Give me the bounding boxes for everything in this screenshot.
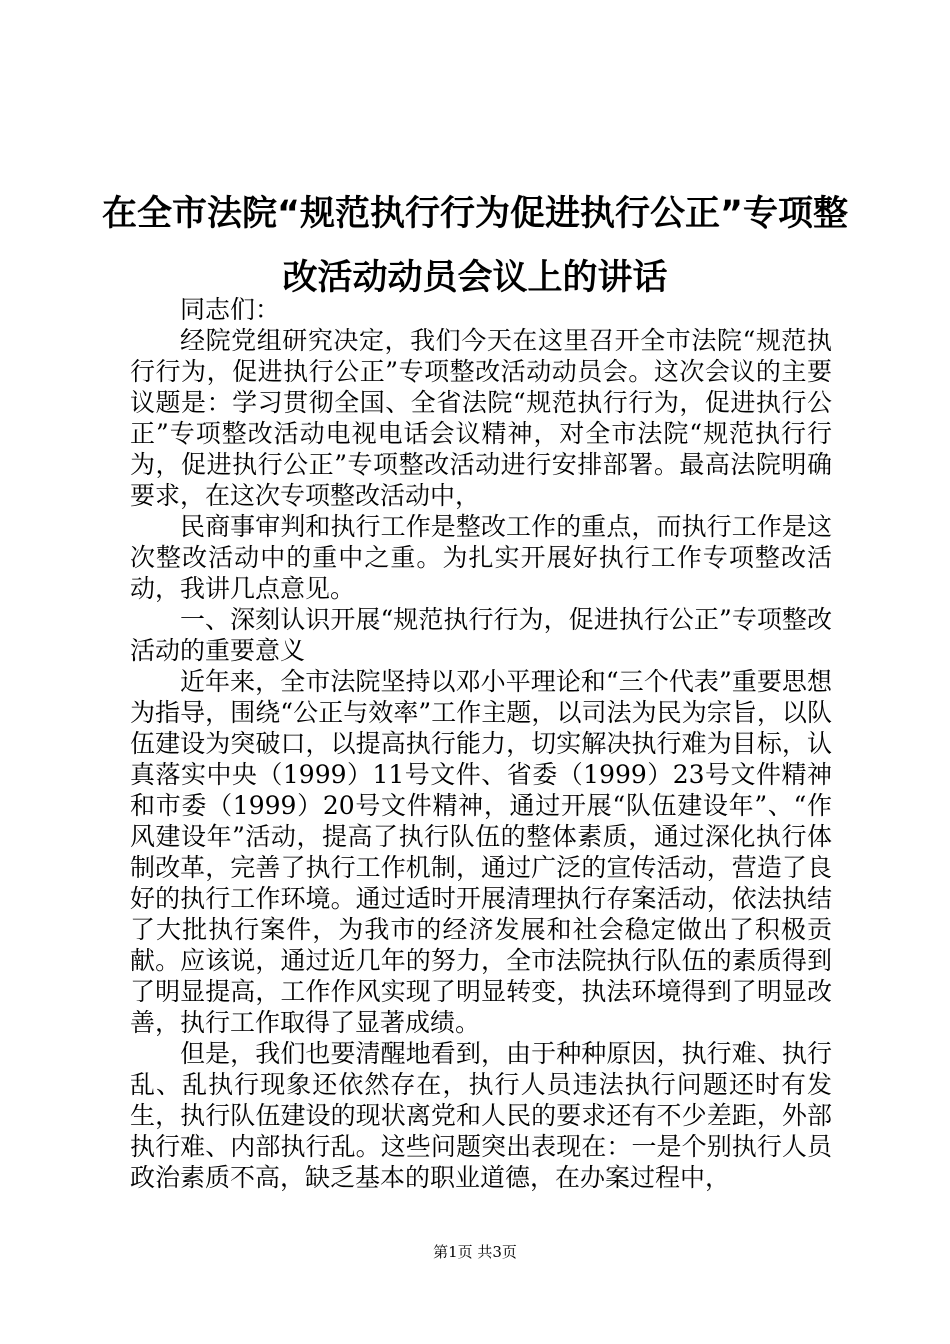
salutation-paragraph: 同志们： (180, 295, 281, 324)
body-paragraph: 民商事审判和执行工作是整改工作的重点，而执行工作是这次整改活动中的重中之重。为扎实开展好执行工作专项整改活动，我讲几点意见。 (130, 512, 832, 603)
body-paragraph: 经院党组研究决定，我们今天在这里召开全市法院“规范执行行为，促进执行公正”专项整改活动动员会。这次会议的主要议题是：学习贯彻全国、全省法院“规范执行行为，促进执行公正”专项整改活动电视电话会议精神，对全市法院“规范执行行为，促进执行公正”专项整改活动进行安排部署。最高法院明确要求，在这次专项整改活动中， (130, 326, 832, 510)
body-paragraph: 近年来，全市法院坚持以邓小平理论和“三个代表”重要思想为指导，围绕“公正与效率”工作主题，以司法为民为宗旨，以队伍建设为突破口，以提高执行能力，切实解决执行难为目标，认真落实中央（1999）11号文件、省委（1999）23号文件精神和市委（1999）20号文件精神，通过开展“队伍建设年”、“作风建设年”活动，提高了执行队伍的整体素质，通过深化执行体制改革，完善了执行工作机制，通过广泛的宣传活动，营造了良好的执行工作环境。通过适时开展清理执行存案活动，依法执结了大批执行案件，为我市的经济发展和社会稳定做出了积极贡献。应该说，通过近几年的努力，全市法院执行队伍的素质得到了明显提高，工作作风实现了明显转变，执法环境得到了明显改善，执行工作取得了显著成绩。 (130, 667, 832, 1037)
page-number-footer: 第1页 共3页 (433, 1243, 517, 1261)
body-paragraph: 但是，我们也要清醒地看到，由于种种原因，执行难、执行乱、乱执行现象还依然存在，执行人员违法执行问题还时有发生，执行队伍建设的现状离党和人民的要求还有不少差距，外部执行难、内部执行乱。这些问题突出表现在：一是个别执行人员政治素质不高，缺乏基本的职业道德，在办案过程中， (130, 1039, 832, 1192)
document-title: 在全市法院“规范执行行为促进执行公正”专项整改活动动员会议上的讲话 (101, 194, 848, 298)
document-body (130, 294, 832, 1193)
section-heading: 一、深刻认识开展“规范执行行为，促进执行公正”专项整改活动的重要意义 (130, 605, 832, 665)
